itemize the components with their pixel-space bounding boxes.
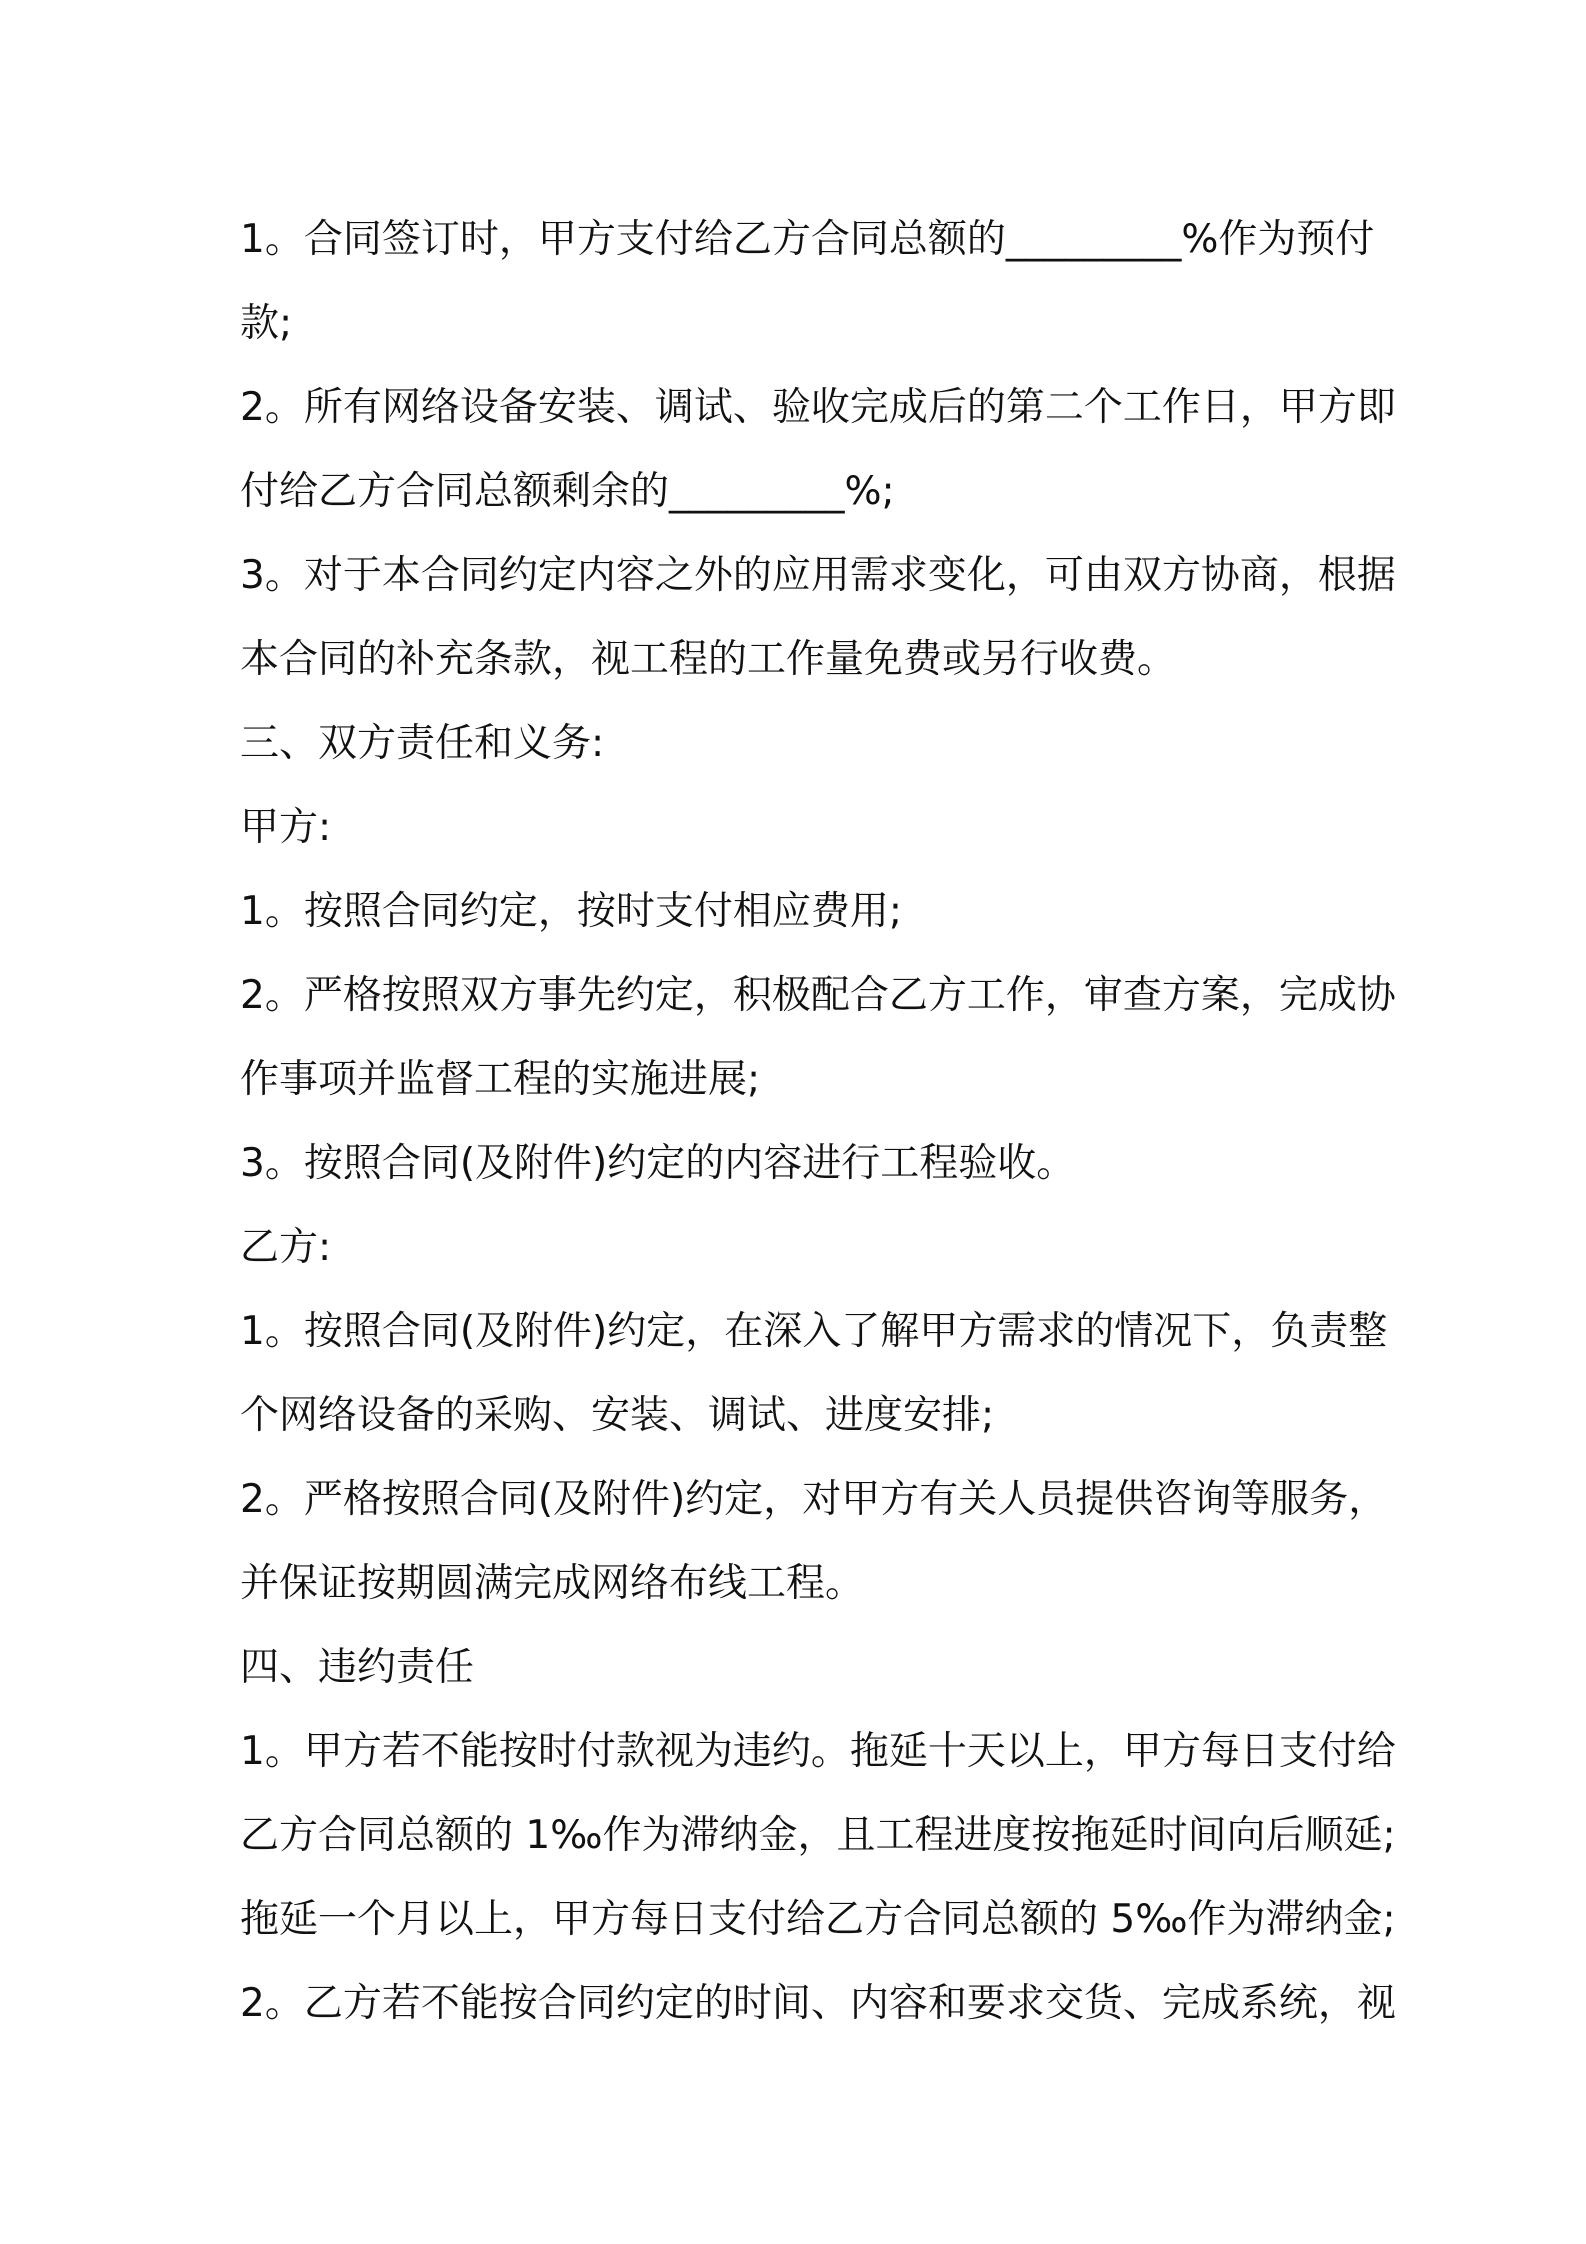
- section-heading-breach: 四、违约责任: [240, 1645, 475, 1690]
- contract-body: [240, 198, 1396, 2046]
- party-a-item-2-line-2: 作事项并监督工程的实施进展;: [240, 1057, 761, 1102]
- clause-payment-3-line-1: 3。对于本合同约定内容之外的应用需求变化，可由双方协商，根据: [240, 553, 1396, 598]
- party-b-item-2-line-2: 并保证按期圆满完成网络布线工程。: [240, 1561, 865, 1606]
- section-heading-responsibilities: 三、双方责任和义务:: [240, 721, 605, 766]
- party-b-item-2-line-1: 2。严格按照合同(及附件)约定，对甲方有关人员提供咨询等服务，: [240, 1477, 1388, 1522]
- party-a-item-3: 3。按照合同(及附件)约定的内容进行工程验收。: [240, 1141, 1076, 1186]
- party-b-item-1-line-2: 个网络设备的采购、安装、调试、进度安排;: [240, 1393, 995, 1438]
- clause-payment-2-line-1: 2。所有网络设备安装、调试、验收完成后的第二个工作日，甲方即: [240, 385, 1396, 430]
- clause-payment-1-line-2: 款;: [240, 301, 293, 346]
- breach-item-1-line-1: 1。甲方若不能按时付款视为违约。拖延十天以上，甲方每日支付给: [240, 1729, 1396, 1774]
- breach-item-2-line-1: 2。乙方若不能按合同约定的时间、内容和要求交货、完成系统，视: [240, 1981, 1396, 2026]
- breach-item-1-line-3: 拖延一个月以上，甲方每日支付给乙方合同总额的 5‰作为滞纳金;: [240, 1897, 1396, 1942]
- clause-payment-2-line-2: 付给乙方合同总额剩余的_________%;: [240, 469, 895, 514]
- party-a-item-2-line-1: 2。严格按照双方事先约定，积极配合乙方工作，审查方案，完成协: [240, 973, 1396, 1018]
- party-a-heading: 甲方:: [240, 805, 332, 850]
- clause-payment-3-line-2: 本合同的补充条款，视工程的工作量免费或另行收费。: [240, 637, 1177, 682]
- breach-item-1-line-2: 乙方合同总额的 1‰作为滞纳金，且工程进度按拖延时间向后顺延;: [240, 1813, 1396, 1858]
- party-b-item-1-line-1: 1。按照合同(及附件)约定，在深入了解甲方需求的情况下，负责整: [240, 1309, 1388, 1354]
- party-a-item-1: 1。按照合同约定，按时支付相应费用;: [240, 889, 902, 934]
- party-b-heading: 乙方:: [240, 1225, 332, 1270]
- clause-payment-1-line-1: 1。合同签订时，甲方支付给乙方合同总额的_________%作为预付: [240, 217, 1375, 262]
